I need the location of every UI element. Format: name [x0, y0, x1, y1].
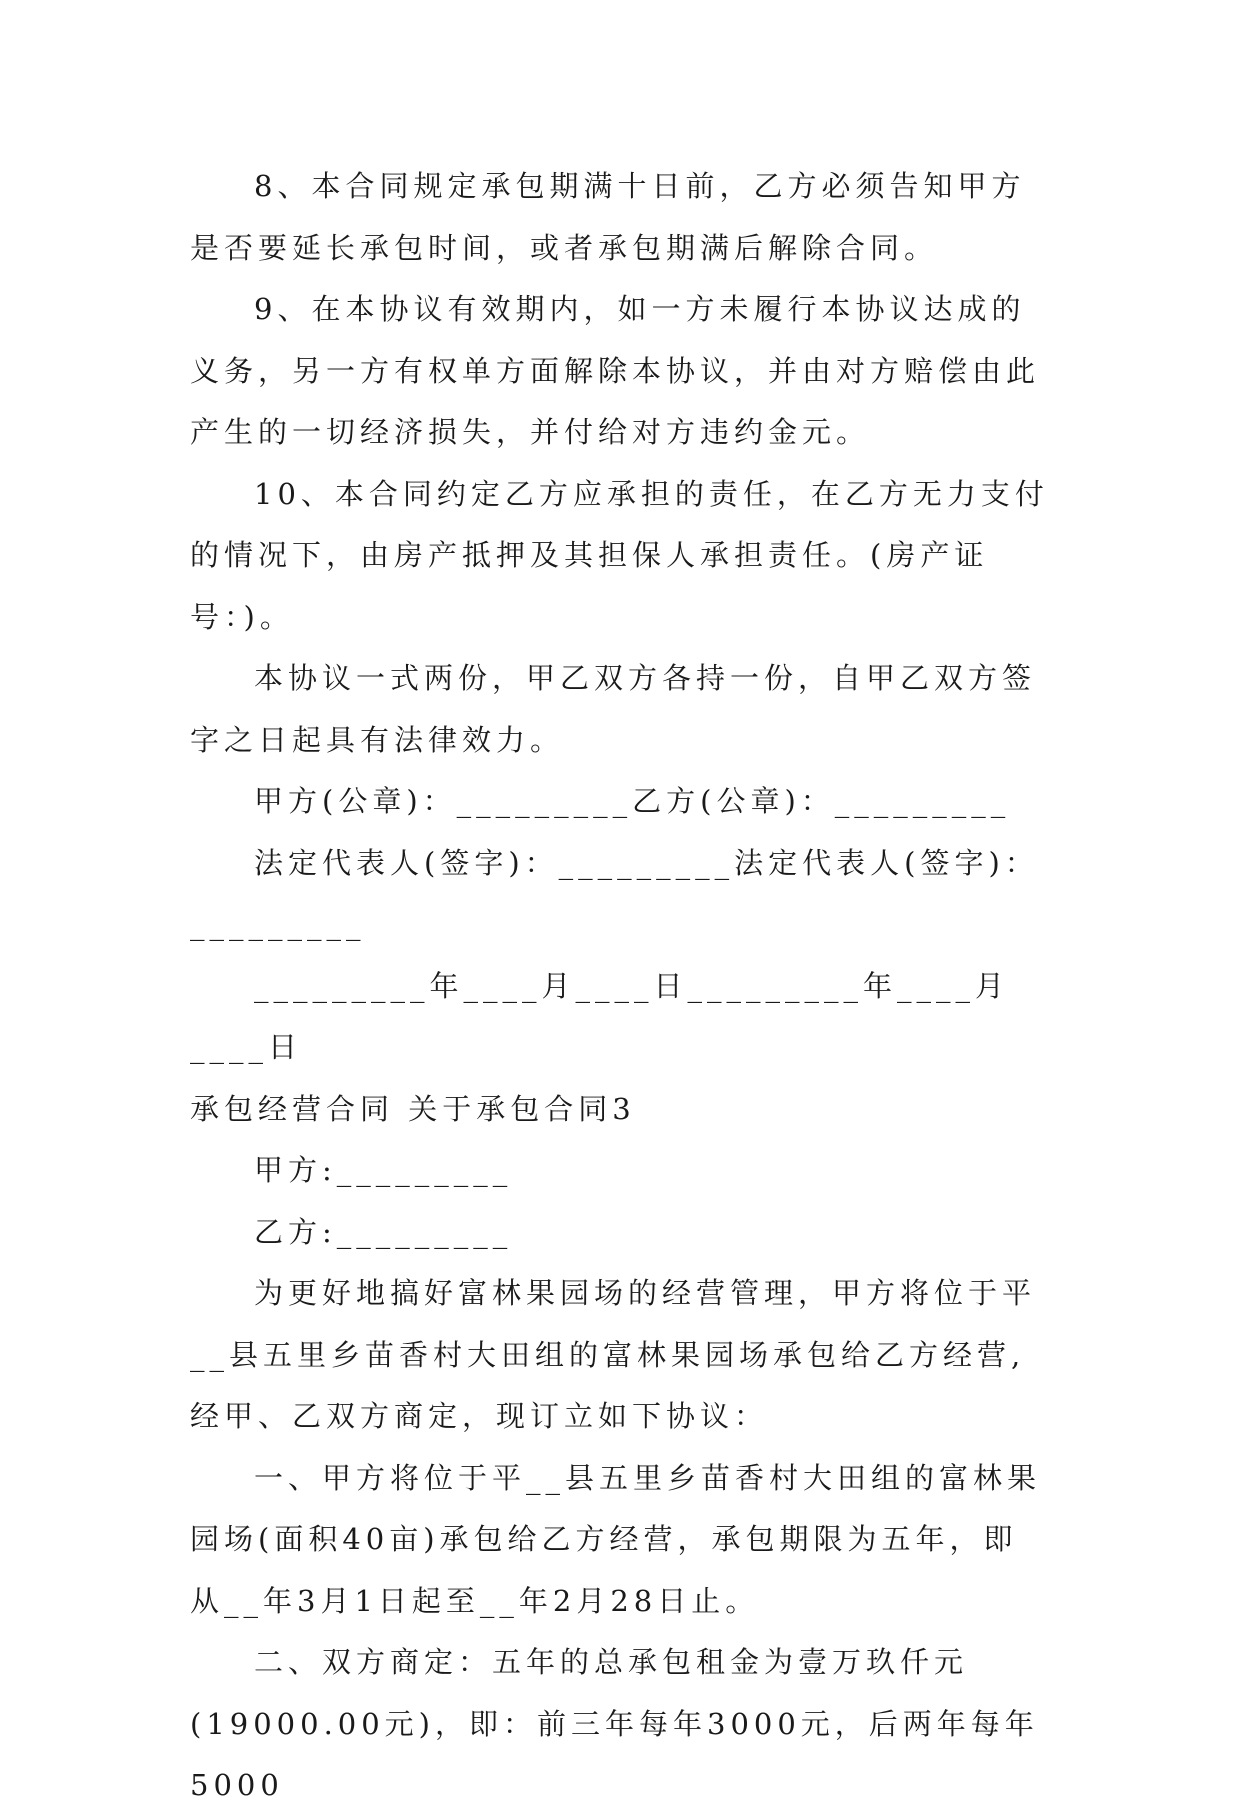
- party-a-line: 甲方:_________: [254, 1153, 513, 1187]
- signature-representative-line: 法定代表人(签字)：_________法定代表人(签字)：: [254, 845, 1039, 880]
- document-body: [190, 156, 1050, 1817]
- section-title: 承包经营合同 关于承包合同3: [190, 1091, 636, 1126]
- paragraph-clause-10: 10、本合同约定乙方应承担的责任，在乙方无力支付的情况下，由房产抵押及其担保人承担责任。(房产证号：)。: [190, 476, 1049, 634]
- signature-representative-blank: _________: [190, 907, 366, 941]
- paragraph-article-2: 二、双方商定：五年的总承包租金为壹万玖仟元(19000.00元)，即：前三年每年3000元，后两年每年5000: [190, 1645, 1039, 1802]
- signature-date-line: _________年____月____日_________年____月____日: [190, 968, 1010, 1064]
- paragraph-intro: 为更好地搞好富林果园场的经营管理，甲方将位于平__县五里乡苗香村大田组的富林果园场承包给乙方经营,经甲、乙双方商定，现订立如下协议：: [190, 1276, 1037, 1433]
- paragraph-validity: 本协议一式两份，甲乙双方各持一份，自甲乙双方签字之日起具有法律效力。: [190, 661, 1037, 757]
- party-b-line: 乙方:_________: [254, 1214, 513, 1249]
- paragraph-clause-9: 9、在本协议有效期内，如一方未履行本协议达成的义务，另一方有权单方面解除本协议，并由对方赔偿由此产生的一切经济损失，并付给对方违约金元。: [190, 292, 1041, 449]
- paragraph-article-1: 一、甲方将位于平__县五里乡苗香村大田组的富林果园场(面积40亩)承包给乙方经营，承包期限为五年，即从__年3月1日起至__年2月28日止。: [190, 1460, 1042, 1618]
- paragraph-clause-8: 8、本合同规定承包期满十日前，乙方必须告知甲方是否要延长承包时间，或者承包期满后解除合同。: [190, 169, 1026, 265]
- signature-seal-line: 甲方(公章)：_________乙方(公章)：_________: [254, 784, 1011, 818]
